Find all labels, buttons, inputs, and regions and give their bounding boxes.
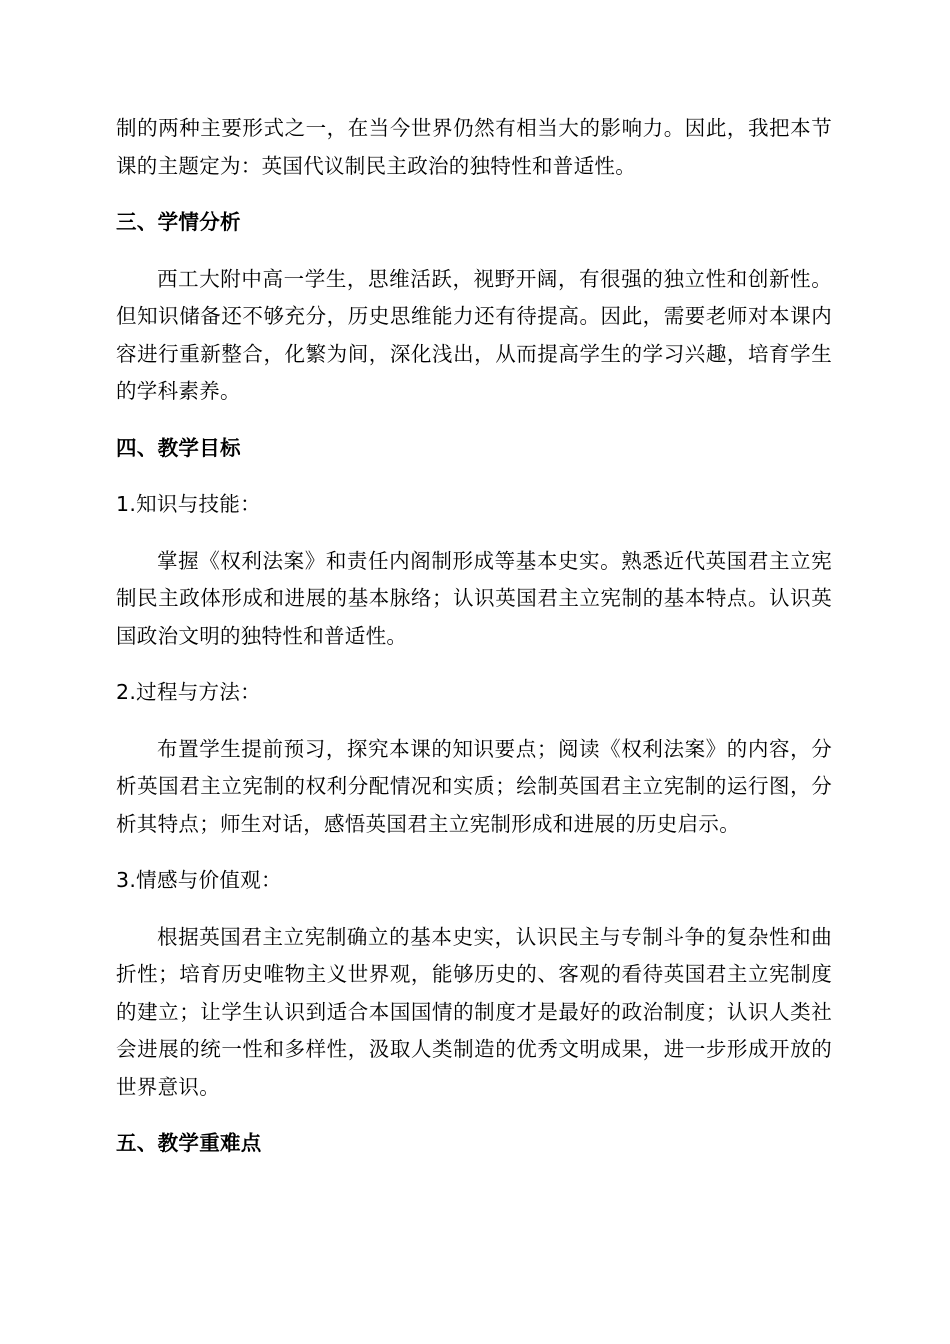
learner-analysis-paragraph: 西工大附中高一学生，思维活跃，视野开阔，有很强的独立性和创新性。但知识储备还不够充分，历史思维能力还有待提高。因此，需要老师对本课内容进行重新整合，化繁为间，深化浅出，从而提高学生的学习兴趣，培育学生的学科素养。 xyxy=(116,266,832,403)
objective-text-process: 布置学生提前预习，探究本课的知识要点；阅读《权利法案》的内容，分析英国君主立宪制的权利分配情况和实质；绘制英国君主立宪制的运行图，分析其特点；师生对话，感悟英国君主立宪制形成和进展的历史启示。 xyxy=(116,736,832,836)
intro-continuation-paragraph: 制的两种主要形式之一，在当今世界仍然有相当大的影响力。因此，我把本节课的主题定为：英国代议制民主政治的独特性和普适性。 xyxy=(116,116,832,178)
section-heading-teaching-objectives: 四、教学目标 xyxy=(116,435,241,460)
objective-label-process: 2.过程与方法： xyxy=(116,680,261,704)
objective-label-values: 3.情感与价值观： xyxy=(116,868,282,892)
objective-text-knowledge: 掌握《权利法案》和责任内阁制形成等基本史实。熟悉近代英国君主立宪制民主政体形成和进展的基本脉络；认识英国君主立宪制的基本特点。认识英国政治文明的独特性和普适性。 xyxy=(116,548,832,648)
section-heading-key-difficult-points: 五、教学重难点 xyxy=(116,1131,262,1155)
section-heading-learner-analysis: 三、学情分析 xyxy=(116,210,241,234)
document-page xyxy=(116,110,832,1163)
objective-label-knowledge: 1.知识与技能： xyxy=(116,492,261,516)
objective-text-values: 根据英国君主立宪制确立的基本史实，认识民主与专制斗争的复杂性和曲折性；培育历史唯物主义世界观，能够历史的、客观的看待英国君主立宪制度的建立；让学生认识到适合本国国情的制度才是最好的政治制度；认识人类社会进展的统一性和多样性，汲取人类制造的优秀文明成果，进一步形成开放的世界意识。 xyxy=(116,924,832,1099)
